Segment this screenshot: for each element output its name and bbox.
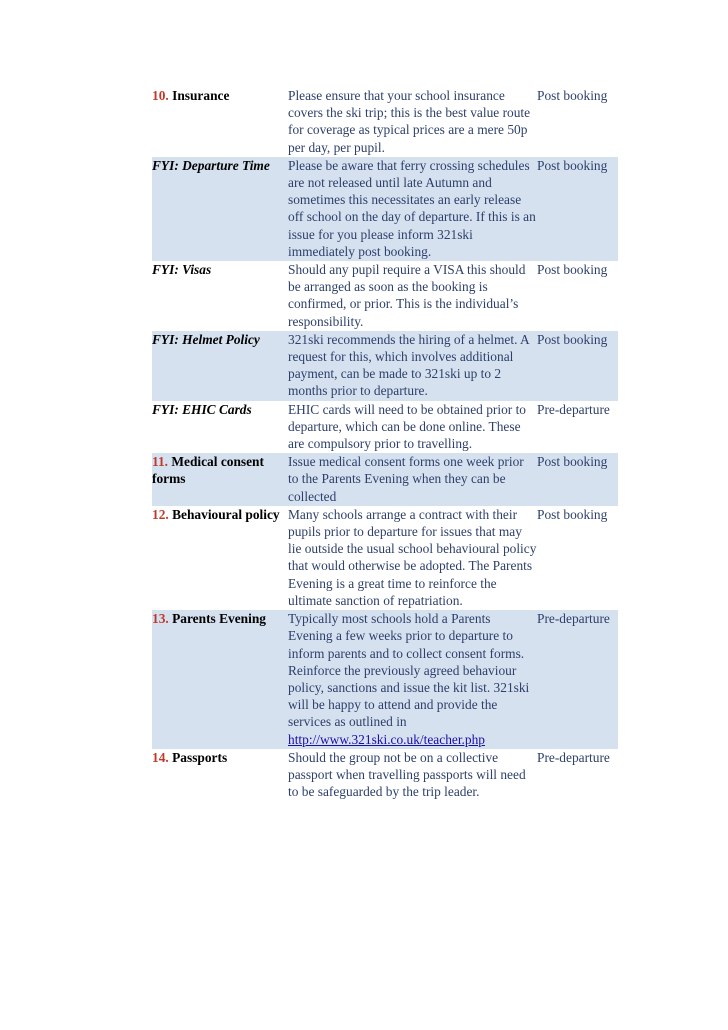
row-description-cell: [288, 610, 537, 749]
row-label-cell: [152, 610, 288, 749]
row-timing: Post booking: [537, 506, 608, 522]
row-timing: Post booking: [537, 88, 608, 103]
step-label: FYI: Helmet Policy: [152, 331, 260, 347]
step-label: FYI: Departure Time: [152, 157, 270, 173]
table-row-parents-evening: [152, 610, 618, 749]
step-number: 12.: [152, 506, 169, 522]
table-row-helmet-policy: [152, 331, 618, 401]
row-timing: Post booking: [537, 157, 618, 261]
row-description: Please be aware that ferry crossing schedules are not released until late Autumn and sometimes this necessitates an early release off school on the day of departure. If this is an issue for you please inform 321ski immediately post booking.: [288, 157, 537, 261]
step-number: 13.: [152, 611, 169, 627]
row-description: Typically most schools hold a Parents Evening a few weeks prior to departure to inform parents and to collect consent forms. Reinforce the previously agreed behaviour policy, sanctions and issue the kit list. 321ski will be happy to attend and provide the services as outlined in: [288, 611, 530, 730]
table-row-visas: [152, 261, 618, 331]
row-description: Should the group not be on a collective passport when travelling passports will need to be safeguarded by the trip leader.: [288, 749, 526, 800]
row-timing: Post booking: [537, 331, 618, 401]
row-timing: Pre-departure: [537, 401, 610, 417]
table-row-insurance: [152, 87, 618, 157]
row-label-cell: [152, 453, 288, 506]
table-row-departure-time: [152, 157, 618, 261]
row-timing: Post booking: [537, 453, 618, 506]
step-number: 11.: [152, 454, 168, 470]
step-label: Medical consent forms: [152, 454, 264, 487]
row-label-cell: [152, 506, 288, 610]
step-number: 14.: [152, 749, 169, 765]
row-label-cell: [152, 87, 288, 157]
row-timing: Pre-departure: [537, 610, 618, 749]
row-description: 321ski recommends the hiring of a helmet. A request for this, which involves additional payment, can be made to 321ski up to 2 months prior to departure.: [288, 331, 537, 401]
row-label-cell: [152, 749, 288, 802]
step-label: Parents Evening: [172, 611, 266, 627]
row-description: EHIC cards will need to be obtained prior to departure, which can be done online. These are compulsory prior to travelling.: [288, 401, 526, 452]
row-timing: Pre-departure: [537, 749, 610, 765]
table-row-medical-consent: [152, 453, 618, 506]
table-row-behavioural-policy: [152, 506, 618, 610]
checklist-table: [152, 87, 618, 801]
step-number: 10.: [152, 88, 169, 103]
row-label-cell: [152, 331, 288, 401]
row-label-cell: [152, 261, 288, 331]
step-label: FYI: Visas: [152, 262, 212, 278]
table-row-ehic-cards: [152, 401, 618, 454]
step-label: FYI: EHIC Cards: [152, 401, 252, 417]
row-description: Many schools arrange a contract with their pupils prior to departure for issues that may lie outside the usual school behavioural policy that would otherwise be adopted. The Parents Evening is a great time to reinforce the ultimate sanction of repatriation.: [288, 506, 537, 608]
row-description: Please ensure that your school insurance covers the ski trip; this is the best value route for coverage as typical prices are a mere 50p per day, per pupil.: [288, 88, 531, 155]
row-description: Should any pupil require a VISA this should be arranged as soon as the booking is confirmed, or prior. This is the individual’s responsibility.: [288, 262, 526, 329]
row-description: Issue medical consent forms one week prior to the Parents Evening when they can be collected: [288, 453, 537, 506]
step-label: Behavioural policy: [172, 506, 280, 522]
step-label: Insurance: [172, 88, 230, 103]
row-label-cell: [152, 157, 288, 261]
step-label: Passports: [172, 749, 228, 765]
teacher-page-link[interactable]: http://www.321ski.co.uk/teacher.php: [288, 731, 485, 747]
row-label-cell: [152, 401, 288, 454]
table-row-passports: [152, 749, 618, 802]
row-timing: Post booking: [537, 262, 608, 278]
